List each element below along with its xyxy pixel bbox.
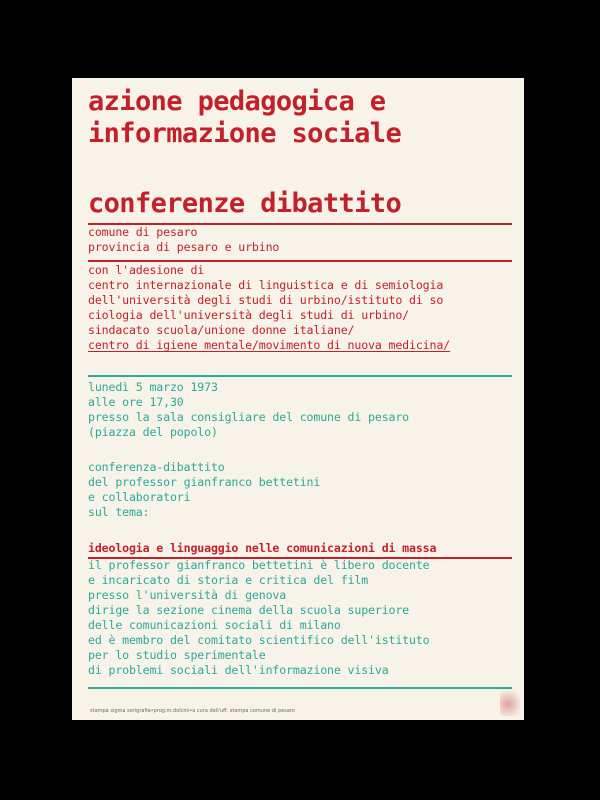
event-place: (piazza del popolo) bbox=[88, 425, 218, 439]
organizers-rule bbox=[88, 260, 512, 262]
talk-line: e collaboratori bbox=[88, 490, 191, 504]
talk-line: del professor gianfranco bettetini bbox=[88, 475, 321, 489]
talk-block bbox=[88, 460, 320, 520]
bio-block bbox=[88, 558, 430, 678]
headline: conferenze dibattito bbox=[88, 188, 402, 219]
adhesion-line: centro internazionale di linguistica e di semiologia bbox=[88, 278, 444, 292]
paper-stain bbox=[500, 686, 520, 716]
event-date: lunedì 5 marzo 1973 bbox=[88, 380, 218, 394]
event-time: alle ore 17,30 bbox=[88, 395, 184, 409]
bio-line: ed è membro del comitato scientifico dell'istituto bbox=[88, 633, 430, 647]
bio-line: dirige la sezione cinema della scuola superiore bbox=[88, 603, 410, 617]
adhesion-line: sindacato scuola/unione donne italiane/ bbox=[88, 323, 355, 337]
talk-line: conferenza-dibattito bbox=[88, 460, 225, 474]
adhesion-block bbox=[88, 263, 450, 353]
printer-credit: stampa sigma serigrafia•prog.m.dolcini•a cura dell'uff. stampa comune di pesaro bbox=[90, 708, 295, 714]
bio-line: presso l'università di genova bbox=[88, 588, 287, 602]
title-line-2: informazione sociale bbox=[88, 118, 402, 149]
organizers-block bbox=[88, 225, 279, 255]
adhesion-line: dell'università degli studi di urbino/istituto di so bbox=[88, 293, 444, 307]
poster bbox=[72, 78, 524, 720]
organizer-line: provincia di pesaro e urbino bbox=[88, 240, 280, 254]
talk-line: sul tema: bbox=[88, 505, 150, 519]
adhesion-line: con l'adesione di bbox=[88, 263, 205, 277]
bio-line: il professor gianfranco bettetini è libero docente bbox=[88, 558, 430, 572]
bio-line: di problemi sociali dell'informazione visiva bbox=[88, 663, 389, 677]
poster-title bbox=[88, 86, 401, 150]
bottom-rule bbox=[88, 687, 512, 689]
bio-line: delle comunicazioni sociali di milano bbox=[88, 618, 341, 632]
bio-line: per lo studio sperimentale bbox=[88, 648, 266, 662]
topic: ideologia e linguaggio nelle comunicazioni di massa bbox=[88, 541, 437, 555]
event-venue: presso la sala consigliare del comune di pesaro bbox=[88, 410, 410, 424]
organizer-line: comune di pesaro bbox=[88, 225, 198, 239]
bio-line: e incaricato di storia e critica del film bbox=[88, 573, 369, 587]
title-line-1: azione pedagogica e bbox=[88, 86, 386, 117]
event-block bbox=[88, 380, 409, 440]
adhesion-line: ciologia dell'università degli studi di urbino/ bbox=[88, 308, 410, 322]
adhesion-line: centro di igiene mentale/movimento di nuova medicina/ bbox=[88, 338, 450, 352]
section-rule bbox=[88, 375, 512, 377]
